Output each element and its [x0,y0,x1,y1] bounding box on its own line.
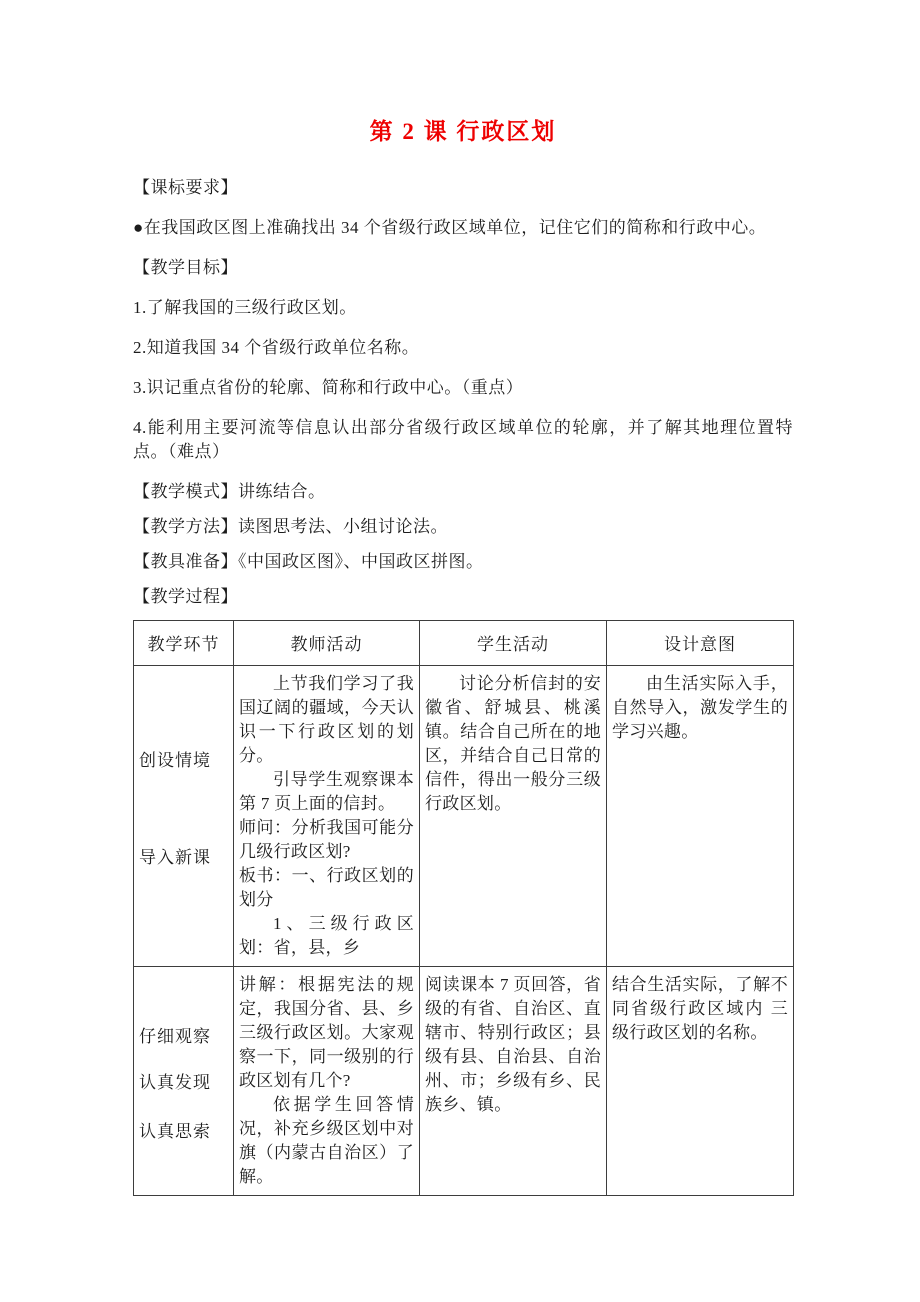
objective-item-2: 2.知道我国 34 个省级行政单位名称。 [133,338,420,357]
teaching-aids-line: 【教具准备】《中国政区图》、中国政区拼图。 [133,552,484,571]
teacher-activity-paragraph: 师问：分析我国可能分几级行政区划? [239,818,414,861]
student-activity-paragraph: 阅读课本 7 页回答，省级的有省、自治区、直辖市、特别行政区；县级有县、自治县、自治州、市；乡级有乡、民族乡、镇。 [425,975,601,1114]
stage-label: 导入新课 [139,848,211,867]
stage-label: 创设情境 [139,751,211,770]
objective-item-3: 3.识记重点省份的轮廓、简称和行政中心。（重点） [133,378,524,397]
cell-stage [134,967,234,1196]
curriculum-standard-bullet: ●在我国政区图上准确找出 34 个省级行政区域单位，记住它们的简称和行政中心。 [133,218,767,237]
column-header-student-activity: 学生活动 [420,621,607,666]
teacher-activity-paragraph: 引导学生观察课本第 7 页上面的信封。 [239,770,414,813]
objective-item-1: 1.了解我国的三级行政区划。 [133,298,357,317]
design-intent-paragraph: 结合生活实际，了解不同省级行政区域内 三级行政区划的名称。 [612,975,788,1042]
cell-teacher-activity [234,666,420,967]
column-header-teacher-activity: 教师活动 [234,621,420,666]
section-label-curriculum-standard: 【课标要求】 [133,178,238,197]
document-title: 第 2 课 行政区划 [369,119,557,144]
section-label-teaching-objectives: 【教学目标】 [133,258,238,277]
cell-design-intent [607,666,794,967]
teacher-activity-paragraph: 讲解：根据宪法的规定，我国分省、县、乡三级行政区划。大家观察一下，同一级别的行政区划有几个? [239,975,414,1090]
cell-student-activity [420,666,607,967]
objective-item-4: 4.能利用主要河流等信息认出部分省级行政区域单位的轮廓，并了解其地理位置特点。（难点） [133,418,793,461]
cell-student-activity [420,967,607,1196]
table-row [134,967,794,1196]
student-activity-paragraph: 讨论分析信封的安徽省、舒城县、桃溪镇。结合自己所在的地区，并结合自己日常的信件，得出一般分三级行政区划。 [425,674,601,813]
cell-stage [134,666,234,967]
teacher-activity-paragraph: 板书：一、行政区划的划分 [239,866,414,909]
teacher-activity-paragraph: 依据学生回答情况，补充乡级区划中对旗（内蒙古自治区）了解。 [239,1095,414,1186]
stage-label: 仔细观察 [139,1027,211,1046]
stage-label: 认真思索 [139,1122,211,1141]
column-header-stage: 教学环节 [134,621,234,666]
teaching-method-line: 【教学方法】读图思考法、小组讨论法。 [133,517,448,536]
teacher-activity-paragraph: 1、三级行政区划：省，县，乡 [239,914,414,957]
cell-design-intent [607,967,794,1196]
column-header-design-intent: 设计意图 [607,621,794,666]
cell-teacher-activity [234,967,420,1196]
section-label-teaching-process: 【教学过程】 [133,587,238,606]
stage-label: 认真发现 [139,1073,211,1092]
teaching-process-table [133,620,794,1196]
teaching-mode-line: 【教学模式】讲练结合。 [133,482,326,501]
table-header-row [134,621,794,666]
table-row [134,666,794,967]
design-intent-paragraph: 由生活实际入手，自然导入，激发学生的学习兴趣。 [612,674,788,741]
teacher-activity-paragraph: 上节我们学习了我国辽阔的疆域，今天认识一下行政区划的划分。 [239,674,414,765]
